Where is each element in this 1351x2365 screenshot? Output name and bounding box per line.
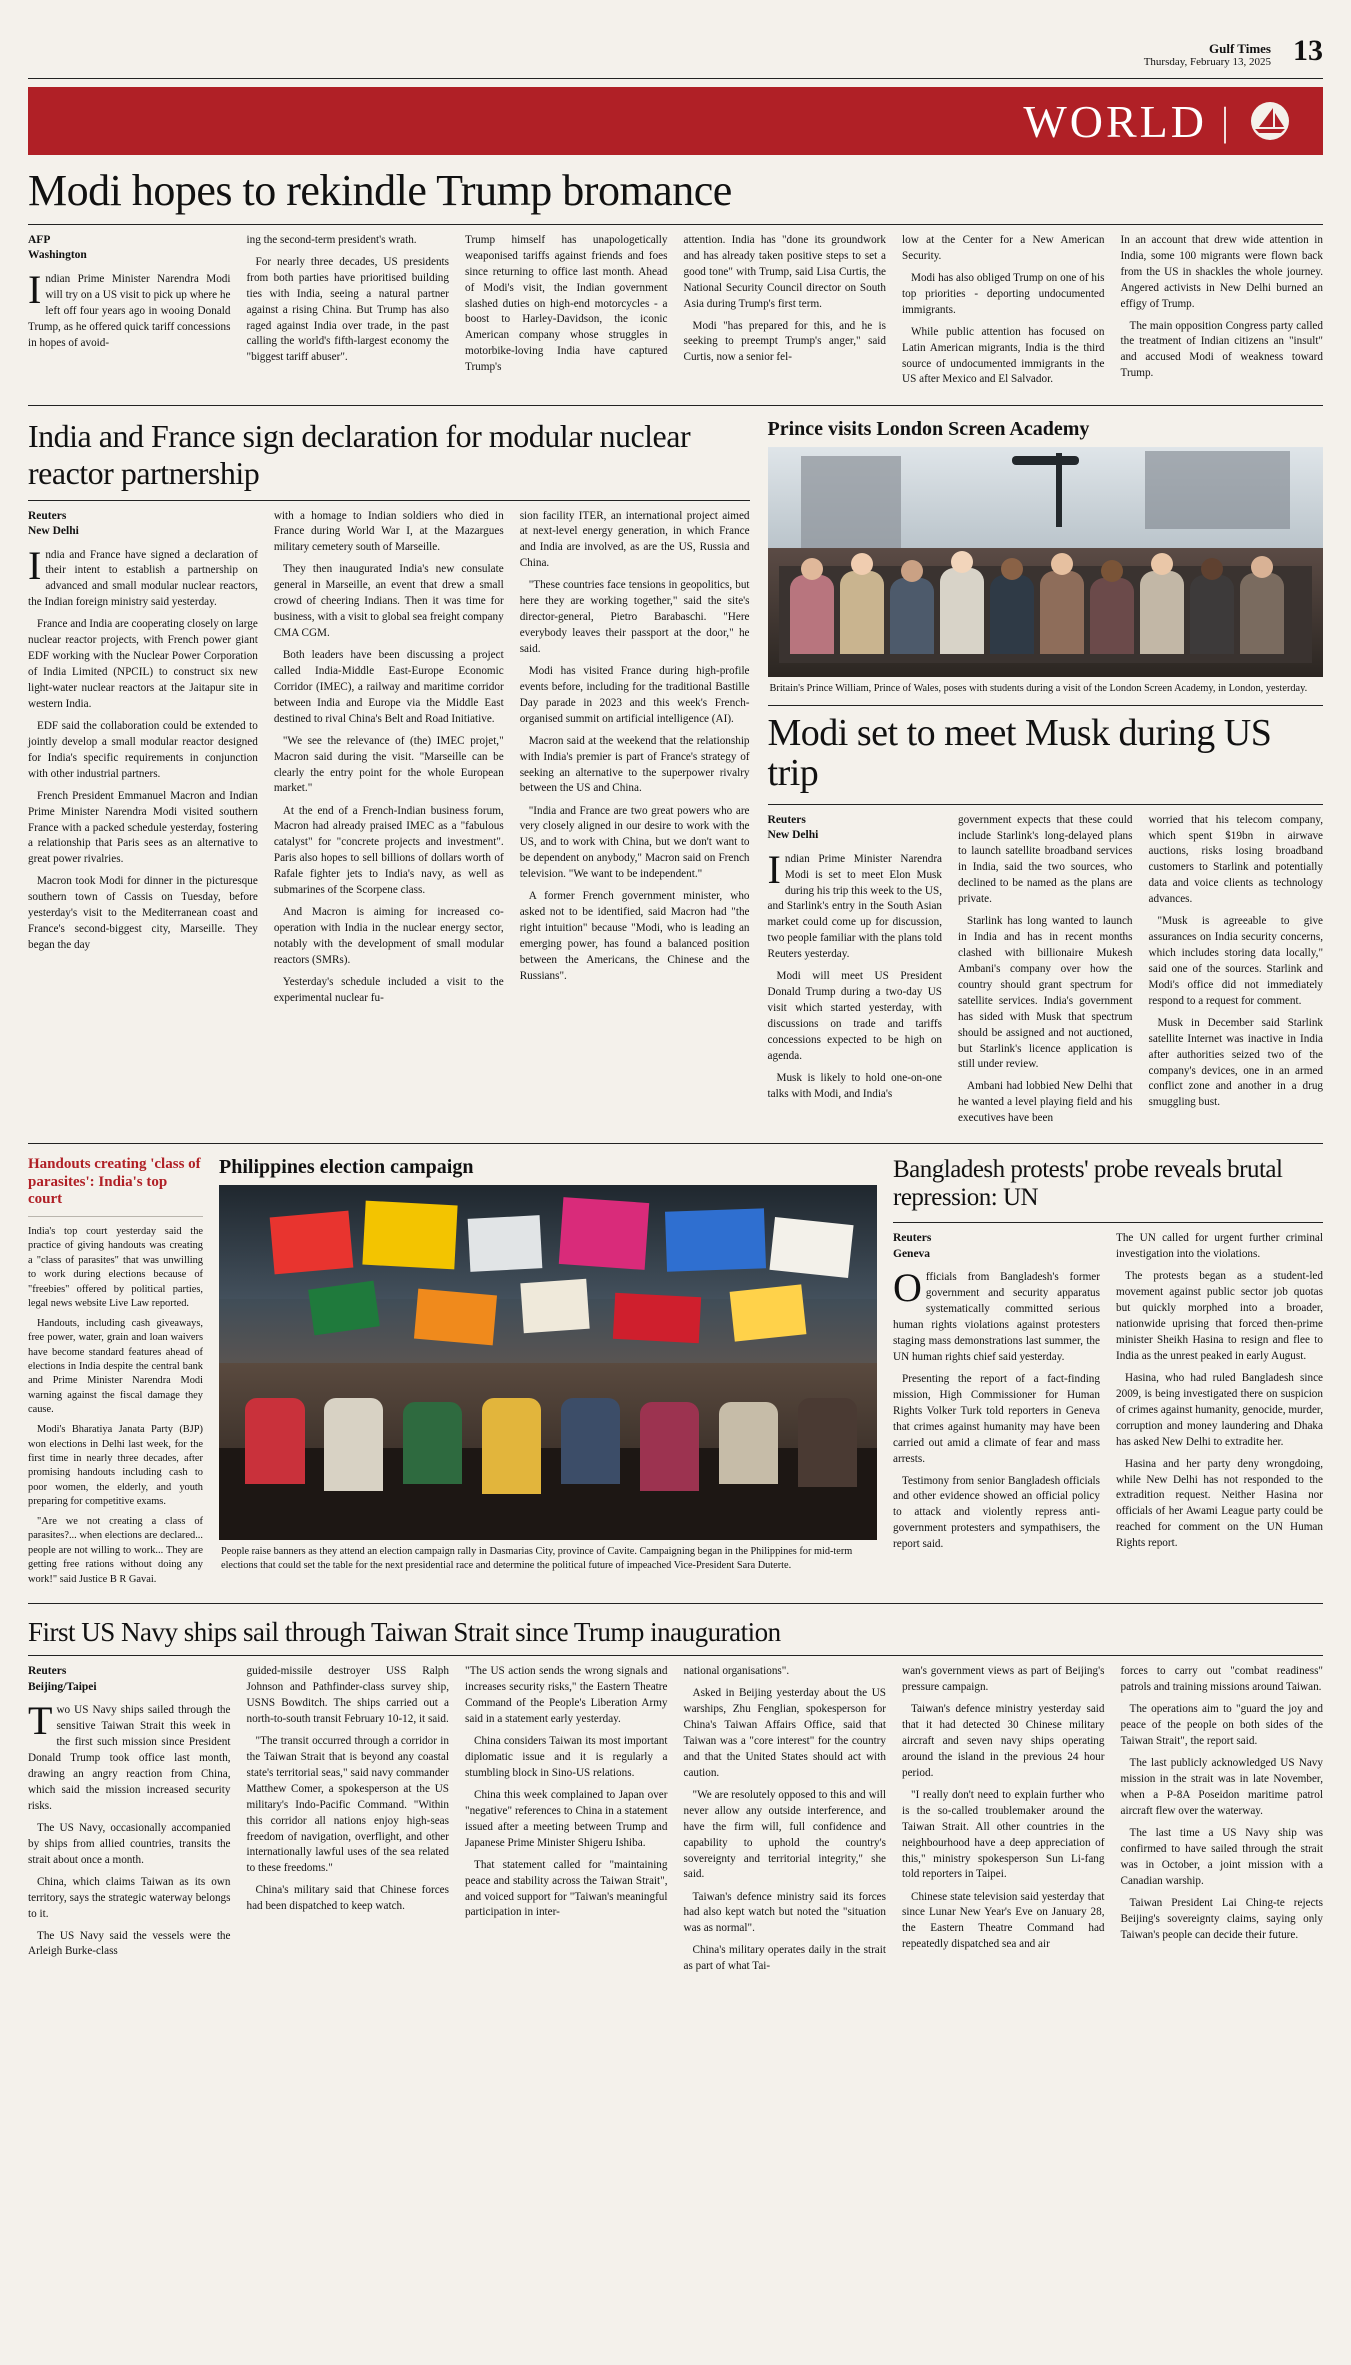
photo-prince-block (768, 418, 1323, 695)
story2-col3-p6: A former French government minister, who asked not to be identified, said Macron had "the right intuition" because "Modi, who is leading an emerging power, has found a balanced position between the Americans, the Chinese and the Russians". (519, 890, 750, 982)
story3-agency: Reuters (767, 813, 806, 826)
divider-2 (768, 705, 1323, 706)
divider-4 (28, 1603, 1323, 1604)
story6-col6-p2: The operations aim to "guard the joy and peace of the people on both sides of the Taiwan Strait", the report said. (1120, 1703, 1323, 1748)
story5-col2-p3: Hasina, who had ruled Bangladesh since 2009, is being investigated there on suspicion of crimes against humanity, genocide, murder, corruption and money laundering and Dhaka has asked New Delhi to extradite her. (1116, 1371, 1323, 1448)
story1-col4-p2: Modi "has prepared for this, and he is seeking to preempt Trump's anger," said Curtis, now a senior fel- (683, 319, 886, 364)
story-handouts (28, 1156, 203, 1592)
story6-col3-p3: China this week complained to Japan over "negative" references to China in a statement issued after a meeting between Trump and Japanese Prime Minister Shigeru Ishiba. (465, 1788, 668, 1849)
story6-location: Beijing/Taipei (28, 1680, 97, 1693)
story1-col2-p2: For nearly three decades, US presidents from both parties have prioritised building ties with India, seeing a natural partner against a rising China. But Trump has also raged against India over trade, in the past calling the world's fifth-largest economy the "biggest tariff abuser". (246, 255, 449, 364)
divider-1 (28, 405, 1323, 406)
story3-rule (768, 804, 1323, 805)
story1-col5-p1: low at the Center for a New American Security. (902, 233, 1105, 262)
masthead (28, 0, 1323, 68)
story6-col6-p1: forces to carry out "combat readiness" patrols and training missions around Taiwan. (1120, 1665, 1323, 1694)
issue-date: Thursday, February 13, 2025 (1143, 55, 1271, 68)
story6-col3-p2: China considers Taiwan its most important diplomatic issue and it is regularly a stumbling block in Sino-US relations. (465, 1735, 668, 1779)
story2-col2-p2: They then inaugurated India's new consulate general in Marseille, an event that drew a small crowd of cheering Indians. Then it was time for business, with a visit to global sea freight company CMA CGM. (273, 563, 504, 639)
photo1-title: Prince visits London Screen Academy (767, 417, 1090, 440)
story1-rule (28, 224, 1323, 225)
story2-location: New Delhi (28, 525, 79, 538)
story6-col5-p3: "I really don't need to explain further who is the so-called troublemaker around the Taiwan Strait. All other countries in the neighbourhood have a deep appreciation of this," ministry spokesperson Sun Li-fang told reporters in Taipei. (902, 1788, 1105, 1881)
philippines-campaign-rally-photo (219, 1185, 877, 1540)
story2-col1-p5: Macron took Modi for dinner in the picturesque southern town of Cassis on Tuesday, before yesterday's visit to the Mediterranean coast and France's second-biggest city, Marseille. They began the day (28, 875, 258, 951)
story1-headline: Modi hopes to rekindle Trump bromance (28, 166, 732, 215)
story2-byline (28, 509, 258, 540)
story2-col3-p1: sion facility ITER, an international project aimed at next-level energy generation, in which France and India are involved, as are the US, Russia and China. (519, 509, 750, 570)
story-india-france (28, 418, 750, 1134)
story6-col4-p5: China's military operates daily in the strait as part of what Tai- (683, 1944, 886, 1973)
story-modi-musk (767, 711, 1324, 1133)
photo2-caption: People raise banners as they attend an election campaign rally in Dasmarias City, province of Cavite. Campaigning began in the Philippines for mid-term elections that could set the table for the next presidential race and determine the political future of impeached Vice-President Sara Duterte. (221, 1546, 853, 1571)
story5-headline: Bangladesh protests' probe reveals brutal repression: UN (893, 1156, 1283, 1212)
story2-headline: India and France sign declaration for modular nuclear reactor partnership (28, 417, 691, 491)
story1-col6-p1: In an account that drew wide attention in India, some 100 migrants were flown back from the US in shackles the whole journey. Angered activists in New Delhi burned an effigy of Trump. (1120, 233, 1323, 310)
story6-col6-p3: The last publicly acknowledged US Navy mission in the strait was in late November, when a P-8A Poseidon maritime patrol aircraft flew over the waterway. (1120, 1757, 1323, 1817)
right-column (768, 418, 1323, 1134)
story2-col1-p2: France and India are cooperating closely on large nuclear reactor projects, with French power giant EDF working with the Nuclear Power Corporation of India Limited (NPCIL) to construct six new light-water nuclear reactors at the Jaitapur site in western India. (28, 618, 258, 710)
story2-col2-p5: At the end of a French-Indian business forum, Macron had already praised IMEC as a "fabulous catalyst" for "concrete projects and investment". Paris also hopes to sell billions of dollars worth of Rafale fighter jets to India's navy, as well as submarines of the Scorpene class. (273, 804, 504, 897)
sidebar-rule (28, 1216, 203, 1217)
story2-col1-p3: EDF said the collaboration could be extended to jointly develop a small modular reactor designed for India's specific requirements in conjunction with other industrial partners. (28, 719, 258, 780)
story6-col4-p3: "We are resolutely opposed to this and will never allow any outside interference, and have the firm will, full confidence and capability to uphold the country's sovereignty and territorial integrity," she said. (683, 1788, 886, 1881)
story6-col5-p1: wan's government views as part of Beijing's pressure campaign. (902, 1665, 1105, 1694)
story6-col5-p2: Taiwan's defence ministry yesterday said that it had detected 30 Chinese military aircraft and seven navy ships operating around the island in the previous 24 hour period. (902, 1703, 1105, 1779)
story6-col1-p3: China, which claims Taiwan as its own territory, says the strategic waterway belongs to it. (28, 1875, 231, 1920)
story3-byline (768, 813, 943, 844)
section-title: WORLD (1023, 95, 1207, 147)
story3-col1-p2: Modi will meet US President Donald Trump during a two-day US visit which started yesterday, with discussions on trade and tariffs concessions expected to be high on agenda. (767, 970, 943, 1062)
story6-byline (28, 1664, 231, 1695)
story6-col5-p4: Chinese state television said yesterday that since Lunar New Year's Eve on January 28, the Eastern Theatre Command had repeatedly dispatched sea and air (902, 1890, 1105, 1951)
story6-col1-p2: The US Navy, occasionally accompanied by ships from allied countries, transits the strait about once a month. (28, 1821, 231, 1866)
story-taiwan-strait (28, 1618, 1323, 1982)
sidebar-p4: "Are we not creating a class of parasites?... when elections are declared... people are not willing to work... They are getting free rations without doing any work!" said Justice B R Gavai. (28, 1516, 203, 1585)
story3-col2-p2: Starlink has long wanted to launch in India and has in recent months clashed with billionaire Mukesh Ambani's company over how the country should grant spectrum for satellite services. India's government has sided with Musk that spectrum should be assigned and not auctioned, but Starlink's licence application is still under review. (958, 915, 1133, 1071)
story3-location: New Delhi (767, 829, 819, 842)
story3-col3-p1: worried that his telecom company, which spent $19bn in airwave auctions, risks losing broadband customers to Starlink and potentially data and voice clients as technology advances. (1148, 813, 1324, 906)
story6-col4-p4: Taiwan's defence ministry said its forces had also kept watch but noted the "situation was as normal". (683, 1890, 886, 1935)
story6-col4-p1: national organisations". (683, 1665, 790, 1678)
story5-agency: Reuters (893, 1232, 932, 1245)
story5-col1-p1: Officials from Bangladesh's former government and security apparatus systematically committed serious human rights violations against protesters staging mass demonstrations last summer, the UN human rights chief said yesterday. (893, 1265, 1100, 1363)
story3-col1-p1: Indian Prime Minister Narendra Modi is set to meet Elon Musk during his trip this week to the US, and Starlink's entry in the South Asian market could come up for discussion, two people familiar with the plans told Reuters yesterday. (767, 846, 943, 961)
divider-3 (28, 1143, 1323, 1144)
masthead-rule (28, 78, 1323, 79)
paper-name: Gulf Times (1208, 40, 1271, 56)
sidebar-headline: Handouts creating 'class of parasites': India's top court (28, 1156, 201, 1207)
story6-col2-p3: China's military said that Chinese forces had been dispatched to keep watch. (246, 1884, 449, 1913)
story5-rule (893, 1222, 1323, 1223)
story2-col1-p4: French President Emmanuel Macron and Indian Prime Minister Narendra Modi visited southern France with a packed schedule yesterday, fostering a relationship that Paris sees as an alternative to great power rivalries. (28, 789, 258, 866)
story1-col5-p2: Modi has also obliged Trump on one of his top priorities - deporting undocumented immigrants. (902, 271, 1105, 316)
story5-col1-p2: Presenting the report of a fact-finding mission, High Commissioner for Human Rights Volker Turk told reporters in Geneva that crimes against humanity may have been carried out amid a climate of fear and mass arrests. (893, 1372, 1100, 1465)
story1-byline (28, 233, 231, 264)
story2-col3-p5: "India and France are two great powers who are very closely aligned in our desire to work with the US, and to work with China, but we don't want to be dependent on anybody," Macron said on French television. "We want to be independent." (519, 804, 750, 881)
story1-col3-p1: Trump himself has unapologetically weaponised tariffs against friends and foes since returning to office last month. Ahead of Modi's visit, the Indian government slashed duties on high-end motorcycles - a boost to Harley-Davidson, the iconic American company whose struggles in motorbike-loving India have captured Trump's (465, 233, 668, 374)
sidebar-p2: Handouts, including cash giveaways, free power, water, grain and loan waivers have become standard features ahead of elections in India despite the central bank and Prime Minister Narendra Modi warning against the fiscal damage they cause. (28, 1317, 203, 1416)
story3-col2-p3: Ambani had lobbied New Delhi that he wanted a level playing field and his executives have been (958, 1080, 1133, 1125)
story1-col6-p2: The main opposition Congress party called the treatment of Indian citizens an "insult" and accused Modi of weakness toward Trump. (1120, 319, 1323, 380)
story6-col3-p1: "The US action sends the wrong signals and increases security risks," the Eastern Theatre Command of the People's Liberation Army said in a statement early yesterday. (465, 1665, 668, 1725)
story6-headline: First US Navy ships sail through Taiwan Strait since Trump inauguration (28, 1616, 781, 1647)
story6-agency: Reuters (28, 1665, 67, 1678)
story2-col2-p3: Both leaders have been discussing a project called India-Middle East-Europe Economic Corridor (IMEC), a railway and maritime corridor between India and Europe via the Middle East destined to rival China's Belt and Road Initiative. (273, 649, 504, 725)
story3-headline: Modi set to meet Musk during US trip (767, 711, 1272, 794)
story6-col3-p4: That statement called for "maintaining peace and stability across the Taiwan Strait", and voiced support for "Taiwan's meaningful participation in inter- (465, 1858, 668, 1919)
story6-rule (28, 1655, 1323, 1656)
story2-col2-p1: with a homage to Indian soldiers who died in France during World War I, at the Mazargues military cemetery south of Marseille. (273, 509, 504, 554)
story2-col3-p4: Macron said at the weekend that the relationship with India's premier is part of France's strategy of seeking an alternative to the superpower rivalry between the US and China. (519, 734, 750, 795)
story2-col2-p4: "We see the relevance of (the) IMEC projet," Macron said during the visit. "Marseille can be clearly the entry point for the whole European market." (273, 734, 504, 795)
lower-section (28, 1156, 1323, 1592)
story1-col5-p3: While public attention has focused on Latin American migrants, India is the third source of undocumented immigrants in the US after Mexico and El Salvador. (902, 325, 1105, 386)
story6-col1-p4: The US Navy said the vessels were the Arleigh Burke-class (28, 1929, 231, 1958)
story1-col4-p1: attention. India has "done its groundwork and has already taken positive steps to set a good tone" with Trump, said Lisa Curtis, the National Security Council director on South Asia during Trump's first term. (683, 233, 886, 310)
sidebar-p1: India's top court yesterday said the practice of giving handouts was creating a "class of parasites" that was unwilling to work during elections because of "freebies" offered by political parties, legal news website Live Law reported. (28, 1226, 203, 1309)
story6-col4-p2: Asked in Beijing yesterday about the US warships, Zhu Fenglian, spokesperson for China's Taiwan Affairs Office, said that Taiwan was a "core interest" for the country and that the United States should act with caution. (683, 1687, 886, 1779)
story6-col2-p2: "The transit occurred through a corridor in the Taiwan Strait that is beyond any coastal state's territorial seas," said navy commander Matthew Comer, a spokesperson at the US military's Indo-Pacific Command. "Within this corridor all nations enjoy high-seas freedom of navigation, overflight, and other internationally lawful uses of the sea related to these freedoms." (246, 1735, 449, 1875)
prince-with-students-photo (768, 447, 1323, 677)
story6-col6-p5: Taiwan President Lai Ching-te rejects Beijing's sovereignty claims, saying only Taiwan's people can decide their future. (1120, 1896, 1323, 1941)
story6-col6-p4: The last time a US Navy ship was confirmed to have sailed through the strait was in October, a joint mission with a Canadian warship. (1120, 1826, 1323, 1887)
story5-byline (893, 1231, 1100, 1262)
photo2-title: Philippines election campaign (219, 1156, 474, 1179)
story2-col2-p7: Yesterday's schedule included a visit to the experimental nuclear fu- (273, 975, 504, 1004)
story2-col2-p6: And Macron is aiming for increased co-operation with India in the nuclear energy sector, notably with the development of small modular reactors (SMRs). (273, 906, 504, 966)
photo1-caption: Britain's Prince William, Prince of Wales, poses with students during a visit of the London Screen Academy, in London, yesterday. (769, 682, 1308, 694)
middle-section (28, 418, 1323, 1134)
sidebar-p3: Modi's Bharatiya Janata Party (BJP) won elections in Delhi last week, for the first time in nearly three decades, after promising handouts including cash to poor women, the elderly, and youth preparing for competitive exams. (28, 1424, 203, 1507)
section-divider: | (1220, 98, 1229, 144)
story3-col3-p3: Musk in December said Starlink satellite Internet was inactive in India after authorities seized two of the company's devices, one in an armed conflict zone and another in a drug smuggling bust. (1148, 1016, 1324, 1109)
story2-agency: Reuters (28, 509, 67, 522)
story2-col3-p3: Modi has visited France during high-profile events before, including for the traditional Bastille Day parade in 2023 and this week's French-organised summit on artificial intelligence (AI). (519, 664, 750, 725)
story3-col2-p1: government expects that these could include Starlink's long-delayed plans to launch satellite broadband services in India, said the two sources, who declined to be named as the plans are private. (958, 813, 1133, 906)
story1-col1-p1: Indian Prime Minister Narendra Modi will try on a US visit to pick up where he left off four years ago in wooing Donald Trump, as he offered quick tariff concessions in hopes of avoid- (28, 266, 231, 349)
section-banner (28, 87, 1323, 155)
story5-col2-p4: Hasina and her party deny wrongdoing, while New Delhi has not responded to the extradition request. Neither Hasina nor officials of her Awami League party could be reached for comment on the UN Human Rights report. (1116, 1457, 1323, 1550)
dhow-boat-icon (1243, 101, 1297, 141)
story2-col1-p1: India and France have signed a declaration of their intent to establish a partnership on advanced and small modular nuclear reactors, the Indian foreign ministry said yesterday. (28, 542, 258, 609)
story-bangladesh (893, 1156, 1323, 1592)
story5-col1-p3: Testimony from senior Bangladesh officials and other evidence showed an official policy to attack and violently repress anti-government protesters and sympathisers, the report said. (893, 1474, 1100, 1551)
story2-col3-p2: "These countries face tensions in geopolitics, but here they are working together," said the site's director-general, Pietro Barabaschi. "Here everybody leaves their passport at the door," he said. (519, 579, 750, 655)
story3-col3-p2: "Musk is agreeable to give assurances on India security concerns, which includes storing data locally," said one of the sources. Starlink and Modi's office did not immediately respond to a request for comment. (1148, 915, 1324, 1007)
story5-location: Geneva (893, 1247, 931, 1260)
story1-location: Washington (28, 249, 87, 262)
story5-col2-p2: The protests began as a student-led movement against public sector job quotas but quickly morphed into a broader, nationwide uprising that forced then-prime minister Sheikh Hasina to resign and flee to India as the unrest peaked in early August. (1116, 1270, 1323, 1362)
story-modi-trump (28, 166, 1323, 395)
story6-col2-p1: guided-missile destroyer USS Ralph Johnson and Pathfinder-class survey ship, USNS Bowditch. The ships carried out a north-to-south transit February 10-12, it said. (246, 1665, 449, 1725)
story1-col2-p1: ing the second-term president's wrath. (246, 233, 417, 246)
page-number: 13 (1293, 34, 1323, 67)
story1-agency: AFP (28, 233, 51, 246)
story5-col2-p1: The UN called for urgent further criminal investigation into the violations. (1116, 1232, 1323, 1261)
story2-rule (28, 500, 750, 501)
photo-philippines-block (219, 1156, 877, 1592)
story3-col1-p3: Musk is likely to hold one-on-one talks with Modi, and India's (767, 1071, 943, 1100)
story6-col1-p1: Two US Navy ships sailed through the sensitive Taiwan Strait this week in the first such mission since President Donald Trump took office last month, drawing an angry reaction from China, which said the mission increased security risks. (28, 1698, 231, 1812)
